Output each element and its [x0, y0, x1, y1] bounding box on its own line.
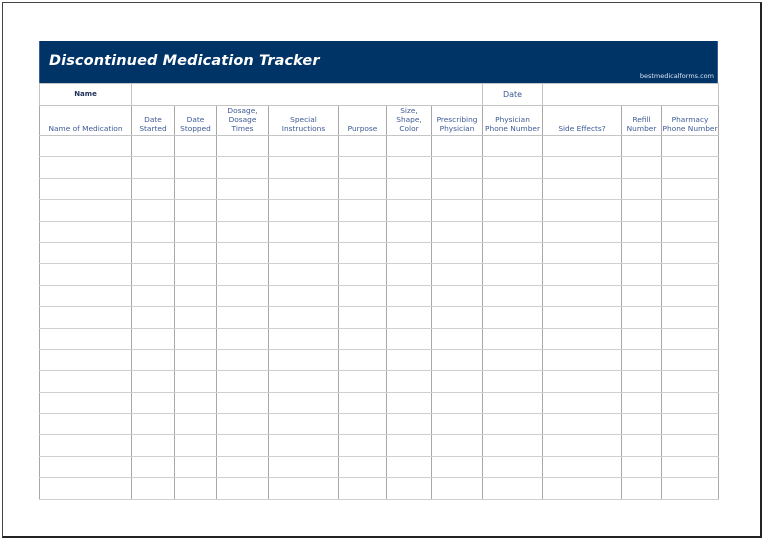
table-cell[interactable] — [217, 200, 269, 221]
table-cell[interactable] — [269, 414, 339, 435]
table-row — [40, 264, 719, 285]
table-cell[interactable] — [432, 392, 483, 413]
table-cell[interactable] — [432, 371, 483, 392]
table-cell[interactable] — [217, 285, 269, 306]
name-date-row — [40, 84, 719, 106]
name-field[interactable] — [132, 84, 483, 106]
table-cell[interactable] — [432, 285, 483, 306]
table-cell[interactable] — [269, 328, 339, 349]
table-cell[interactable] — [339, 157, 387, 178]
column-header-line1: Date — [144, 115, 162, 124]
table-cell[interactable] — [387, 371, 432, 392]
table-cell[interactable] — [175, 349, 217, 370]
table-cell[interactable] — [622, 414, 662, 435]
column-header-line1: Pharmacy — [671, 115, 709, 124]
table-cell[interactable] — [387, 264, 432, 285]
table-cell[interactable] — [40, 242, 132, 263]
column-header-line1: Refill — [632, 115, 651, 124]
table-cell[interactable] — [132, 456, 175, 477]
table-cell[interactable] — [662, 242, 719, 263]
column-header — [432, 106, 483, 136]
table-row — [40, 371, 719, 392]
table-cell[interactable] — [483, 435, 543, 456]
table-cell[interactable] — [543, 392, 622, 413]
medication-table — [39, 83, 719, 500]
table-cell[interactable] — [622, 456, 662, 477]
table-cell[interactable] — [543, 328, 622, 349]
table-cell[interactable] — [432, 307, 483, 328]
table-cell[interactable] — [662, 178, 719, 199]
table-cell[interactable] — [662, 392, 719, 413]
table-cell[interactable] — [40, 456, 132, 477]
column-header-line1: Physician — [495, 115, 530, 124]
table-cell[interactable] — [662, 349, 719, 370]
column-header — [175, 106, 217, 136]
table-cell[interactable] — [483, 328, 543, 349]
table-cell[interactable] — [483, 456, 543, 477]
table-cell[interactable] — [269, 435, 339, 456]
table-cell[interactable] — [662, 264, 719, 285]
table-cell[interactable] — [387, 136, 432, 157]
table-cell[interactable] — [662, 157, 719, 178]
table-cell[interactable] — [217, 242, 269, 263]
table-cell[interactable] — [662, 307, 719, 328]
table-cell[interactable] — [217, 371, 269, 392]
column-header-line1: Dosage, — [227, 106, 258, 115]
column-header — [132, 106, 175, 136]
table-row — [40, 349, 719, 370]
table-cell[interactable] — [339, 200, 387, 221]
table-row — [40, 456, 719, 477]
table-cell[interactable] — [432, 478, 483, 499]
table-cell[interactable] — [175, 414, 217, 435]
table-cell[interactable] — [483, 157, 543, 178]
table-cell[interactable] — [175, 435, 217, 456]
table-cell[interactable] — [339, 349, 387, 370]
column-header-line2: Instructions — [281, 124, 326, 133]
column-header-line1 — [339, 115, 386, 124]
table-cell[interactable] — [40, 200, 132, 221]
table-cell[interactable] — [175, 178, 217, 199]
table-cell[interactable] — [543, 178, 622, 199]
table-cell[interactable] — [622, 371, 662, 392]
table-cell[interactable] — [175, 157, 217, 178]
column-header-line2: Number — [626, 124, 657, 133]
table-cell[interactable] — [483, 136, 543, 157]
table-cell[interactable] — [132, 178, 175, 199]
table-cell[interactable] — [132, 478, 175, 499]
column-header-line1 — [543, 115, 621, 124]
table-cell[interactable] — [543, 200, 622, 221]
table-cell[interactable] — [269, 200, 339, 221]
table-cell[interactable] — [40, 136, 132, 157]
table-cell[interactable] — [387, 349, 432, 370]
table-cell[interactable] — [132, 221, 175, 242]
table-cell[interactable] — [432, 414, 483, 435]
table-cell[interactable] — [175, 456, 217, 477]
column-header-line1: Prescribing — [436, 115, 478, 124]
table-cell[interactable] — [269, 242, 339, 263]
table-cell[interactable] — [132, 328, 175, 349]
table-cell[interactable] — [217, 328, 269, 349]
table-cell[interactable] — [432, 157, 483, 178]
table-cell[interactable] — [40, 328, 132, 349]
table-cell[interactable] — [269, 221, 339, 242]
column-header-line1: Special — [290, 115, 317, 124]
table-cell[interactable] — [217, 178, 269, 199]
table-cell[interactable] — [387, 414, 432, 435]
table-cell[interactable] — [387, 307, 432, 328]
table-cell[interactable] — [40, 392, 132, 413]
column-header — [662, 106, 719, 136]
table-cell[interactable] — [543, 349, 622, 370]
table-cell[interactable] — [622, 221, 662, 242]
table-row — [40, 242, 719, 263]
column-header — [269, 106, 339, 136]
column-header-line2: Phone Number — [662, 124, 718, 133]
table-cell[interactable] — [132, 435, 175, 456]
table-cell[interactable] — [432, 349, 483, 370]
table-cell[interactable] — [269, 371, 339, 392]
table-row — [40, 200, 719, 221]
table-cell[interactable] — [269, 157, 339, 178]
table-cell[interactable] — [483, 307, 543, 328]
table-cell[interactable] — [432, 456, 483, 477]
table-cell[interactable] — [132, 285, 175, 306]
table-cell[interactable] — [217, 414, 269, 435]
column-header-line1: Date — [186, 115, 205, 124]
table-cell[interactable] — [40, 371, 132, 392]
table-cell[interactable] — [387, 435, 432, 456]
table-cell[interactable] — [175, 221, 217, 242]
table-cell[interactable] — [40, 478, 132, 499]
table-cell[interactable] — [40, 157, 132, 178]
column-header — [217, 106, 269, 136]
column-header-line2: Physician — [439, 124, 475, 133]
column-header-line2: Name of Medication — [48, 124, 123, 133]
column-header — [622, 106, 662, 136]
table-cell[interactable] — [217, 136, 269, 157]
table-cell[interactable] — [432, 264, 483, 285]
column-header-line2: Phone Number — [485, 124, 540, 133]
column-header — [40, 106, 132, 136]
table-cell[interactable] — [483, 392, 543, 413]
table-cell[interactable] — [432, 435, 483, 456]
table-cell[interactable] — [662, 136, 719, 157]
table-cell[interactable] — [339, 414, 387, 435]
table-cell[interactable] — [132, 264, 175, 285]
table-row — [40, 478, 719, 499]
table-cell[interactable] — [269, 264, 339, 285]
table-cell[interactable] — [217, 392, 269, 413]
table-cell[interactable] — [339, 478, 387, 499]
table-cell[interactable] — [269, 456, 339, 477]
table-cell[interactable] — [40, 349, 132, 370]
column-header-line1: Size, Shape, — [396, 106, 422, 124]
table-cell[interactable] — [217, 307, 269, 328]
table-cell[interactable] — [622, 307, 662, 328]
table-cell[interactable] — [432, 221, 483, 242]
table-cell[interactable] — [339, 178, 387, 199]
table-cell[interactable] — [40, 221, 132, 242]
column-header — [387, 106, 432, 136]
table-cell[interactable] — [339, 307, 387, 328]
table-row — [40, 157, 719, 178]
table-cell[interactable] — [543, 264, 622, 285]
table-cell[interactable] — [662, 456, 719, 477]
table-cell[interactable] — [432, 200, 483, 221]
name-label: Name — [40, 84, 132, 106]
column-header — [339, 106, 387, 136]
table-row — [40, 414, 719, 435]
table-cell[interactable] — [622, 328, 662, 349]
table-cell[interactable] — [339, 136, 387, 157]
table-cell[interactable] — [217, 478, 269, 499]
table-cell[interactable] — [483, 414, 543, 435]
column-header-line1 — [40, 115, 131, 124]
column-header — [543, 106, 622, 136]
table-cell[interactable] — [387, 328, 432, 349]
table-cell[interactable] — [622, 349, 662, 370]
table-cell[interactable] — [339, 371, 387, 392]
table-cell[interactable] — [543, 371, 622, 392]
table-row — [40, 435, 719, 456]
table-cell[interactable] — [483, 178, 543, 199]
table-cell[interactable] — [132, 392, 175, 413]
table-cell[interactable] — [269, 478, 339, 499]
table-cell[interactable] — [175, 371, 217, 392]
table-cell[interactable] — [175, 242, 217, 263]
table-cell[interactable] — [175, 200, 217, 221]
column-header-line2: Stopped — [180, 124, 211, 133]
table-cell[interactable] — [40, 414, 132, 435]
table-cell[interactable] — [483, 242, 543, 263]
table-cell[interactable] — [217, 221, 269, 242]
table-cell[interactable] — [175, 478, 217, 499]
table-cell[interactable] — [662, 200, 719, 221]
table-cell[interactable] — [543, 242, 622, 263]
column-header-line2: Dosage Times — [228, 115, 257, 133]
table-cell[interactable] — [175, 285, 217, 306]
table-cell[interactable] — [175, 136, 217, 157]
table-cell[interactable] — [622, 285, 662, 306]
table-cell[interactable] — [339, 242, 387, 263]
table-cell[interactable] — [483, 478, 543, 499]
table-cell[interactable] — [387, 478, 432, 499]
table-cell[interactable] — [662, 285, 719, 306]
table-cell[interactable] — [339, 456, 387, 477]
table-cell[interactable] — [339, 221, 387, 242]
table-cell[interactable] — [339, 435, 387, 456]
table-cell[interactable] — [662, 435, 719, 456]
table-cell[interactable] — [269, 178, 339, 199]
table-cell[interactable] — [269, 307, 339, 328]
table-cell[interactable] — [175, 328, 217, 349]
table-cell[interactable] — [132, 157, 175, 178]
title-banner — [39, 41, 718, 83]
table-cell[interactable] — [217, 349, 269, 370]
medication-tracker-form — [39, 41, 718, 500]
table-row — [40, 307, 719, 328]
table-cell[interactable] — [40, 264, 132, 285]
table-cell[interactable] — [543, 221, 622, 242]
table-cell[interactable] — [483, 371, 543, 392]
table-row — [40, 178, 719, 199]
table-cell[interactable] — [132, 200, 175, 221]
table-cell[interactable] — [387, 157, 432, 178]
table-cell[interactable] — [432, 242, 483, 263]
table-cell[interactable] — [432, 328, 483, 349]
table-row — [40, 221, 719, 242]
table-cell[interactable] — [132, 136, 175, 157]
table-cell[interactable] — [269, 349, 339, 370]
table-cell[interactable] — [132, 371, 175, 392]
table-row — [40, 285, 719, 306]
table-cell[interactable] — [543, 285, 622, 306]
table-cell[interactable] — [217, 157, 269, 178]
table-cell[interactable] — [387, 221, 432, 242]
table-cell[interactable] — [40, 178, 132, 199]
table-row — [40, 136, 719, 157]
table-cell[interactable] — [269, 136, 339, 157]
table-cell[interactable] — [339, 285, 387, 306]
table-cell[interactable] — [622, 200, 662, 221]
table-cell[interactable] — [132, 307, 175, 328]
table-cell[interactable] — [217, 456, 269, 477]
column-header-row — [40, 106, 719, 136]
date-field[interactable] — [543, 84, 719, 106]
table-cell[interactable] — [339, 392, 387, 413]
column-header-line2: Purpose — [347, 124, 378, 133]
table-cell[interactable] — [269, 392, 339, 413]
table-cell[interactable] — [175, 264, 217, 285]
table-cell[interactable] — [132, 242, 175, 263]
table-cell[interactable] — [387, 200, 432, 221]
table-cell[interactable] — [339, 328, 387, 349]
table-cell[interactable] — [662, 371, 719, 392]
table-row — [40, 328, 719, 349]
table-cell[interactable] — [483, 200, 543, 221]
table-cell[interactable] — [622, 242, 662, 263]
table-cell[interactable] — [543, 157, 622, 178]
table-cell[interactable] — [432, 178, 483, 199]
table-cell[interactable] — [483, 349, 543, 370]
column-header-line2: Started — [139, 124, 167, 133]
table-cell[interactable] — [339, 264, 387, 285]
table-cell[interactable] — [622, 136, 662, 157]
table-cell[interactable] — [40, 435, 132, 456]
table-cell[interactable] — [483, 221, 543, 242]
table-cell[interactable] — [543, 414, 622, 435]
table-cell[interactable] — [622, 478, 662, 499]
table-cell[interactable] — [175, 392, 217, 413]
table-cell[interactable] — [662, 478, 719, 499]
date-label: Date — [483, 84, 543, 106]
table-cell[interactable] — [387, 242, 432, 263]
table-cell[interactable] — [622, 178, 662, 199]
table-cell[interactable] — [217, 264, 269, 285]
table-cell[interactable] — [622, 435, 662, 456]
table-cell[interactable] — [622, 157, 662, 178]
table-cell[interactable] — [387, 456, 432, 477]
table-cell[interactable] — [40, 285, 132, 306]
table-cell[interactable] — [175, 307, 217, 328]
table-cell[interactable] — [132, 349, 175, 370]
form-title: Discontinued Medication Tracker — [49, 53, 320, 69]
column-header-line2: Side Effects? — [558, 124, 606, 133]
table-row — [40, 392, 719, 413]
table-cell[interactable] — [40, 307, 132, 328]
table-cell[interactable] — [543, 478, 622, 499]
table-cell[interactable] — [217, 435, 269, 456]
table-cell[interactable] — [387, 285, 432, 306]
table-cell[interactable] — [543, 456, 622, 477]
table-cell[interactable] — [269, 285, 339, 306]
table-cell[interactable] — [387, 178, 432, 199]
column-header-line2: Color — [399, 124, 419, 133]
table-cell[interactable] — [622, 264, 662, 285]
table-cell[interactable] — [483, 285, 543, 306]
table-cell[interactable] — [483, 264, 543, 285]
table-cell[interactable] — [432, 136, 483, 157]
table-cell[interactable] — [543, 136, 622, 157]
table-cell[interactable] — [662, 328, 719, 349]
column-header — [483, 106, 543, 136]
table-cell[interactable] — [622, 392, 662, 413]
table-cell[interactable] — [132, 414, 175, 435]
table-cell[interactable] — [543, 307, 622, 328]
table-cell[interactable] — [387, 392, 432, 413]
table-cell[interactable] — [662, 221, 719, 242]
table-cell[interactable] — [662, 414, 719, 435]
website-label: bestmedicalforms.com — [639, 72, 714, 80]
table-cell[interactable] — [543, 435, 622, 456]
